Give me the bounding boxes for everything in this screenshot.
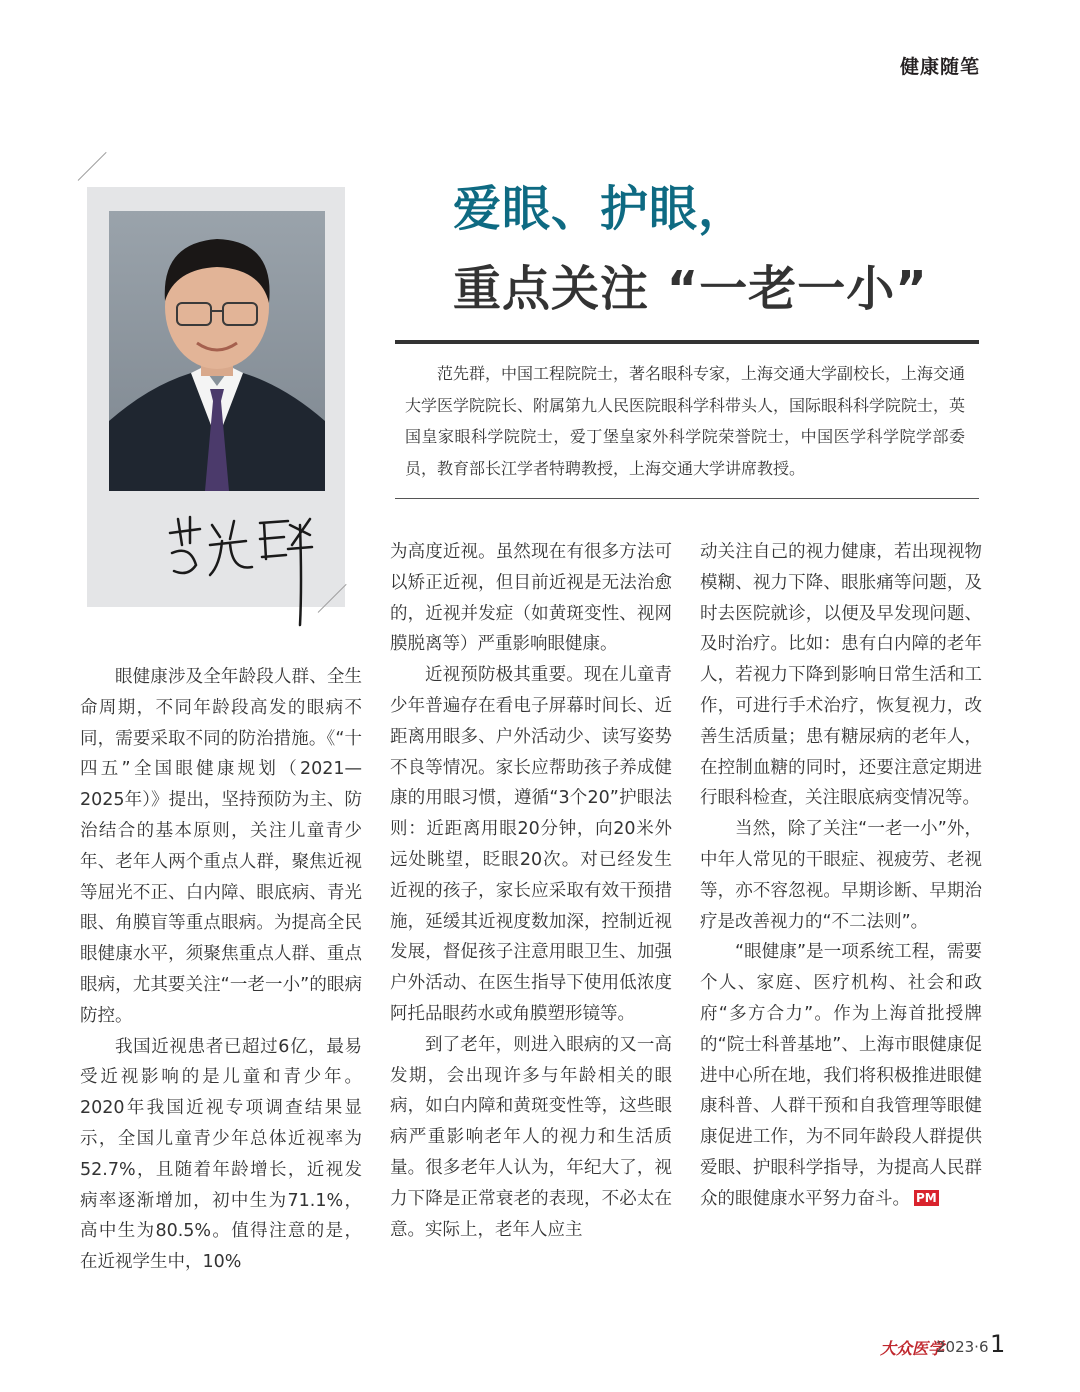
body-paragraph: 近视预防极其重要。现在儿童青少年普遍存在看电子屏幕时间长、近距离用眼多、户外活动少、读写姿势不良等情况。家长应帮助孩子养成健康的用眼习惯，遵循“3个20”护眼法则：近距离用眼20分钟，向20米外远处眺望，眨眼20次。对已经发生近视的孩子，家长应采取有效干预措施，延缓其近视度数加深，控制近视发展，督促孩子注意用眼卫生、加强户外活动、在医生指导下使用低浓度阿托品眼药水或角膜塑形镜等。	[390, 665, 672, 1024]
section-label: 健康随笔	[899, 56, 980, 78]
body-paragraph: 为高度近视。虽然现在有很多方法可以矫正近视，但目前近视是无法治愈的，近视并发症（如黄斑变性、视网膜脱离等）严重影响眼健康。	[390, 542, 672, 655]
title-divider	[395, 340, 979, 344]
body-paragraph	[700, 937, 982, 1214]
body-column-1	[80, 662, 362, 1278]
author-bio: 范先群，中国工程院院士，著名眼科专家，上海交通大学副校长，上海交通大学医学院院长、附属第九人民医院眼科学科带头人，国际眼科科学院院士，英国皇家眼科学院院士，爱丁堡皇家外科学院荣誉院士，中国医学科学院学部委员，教育部长江学者特聘教授，上海交通大学讲席教授。	[405, 364, 966, 478]
body-paragraph-text: “眼健康”是一项系统工程，需要个人、家庭、医疗机构、社会和政府“多方合力”。作为上海首批授牌的“院士科普基地”、上海市眼健康促进中心所在地，我们将积极推进眼健康科普、人群干预和自我管理等眼健康促进工作，为不同年龄段人群提供爱眼、护眼科学指导，为提高人民群众的眼健康水平努力奋斗。	[700, 942, 982, 1209]
body-column-3	[700, 537, 982, 1215]
issue-number: 2023·6	[936, 1338, 989, 1356]
page-number: 1	[990, 1330, 1006, 1358]
body-paragraph: 当然，除了关注“一老一小”外，中年人常见的干眼症、视疲劳、老视等，亦不容忽视。早期诊断、早期治疗是改善视力的“不二法则”。	[700, 819, 982, 932]
body-column-2	[390, 537, 672, 1245]
body-paragraph: 动关注自己的视力健康，若出现视物模糊、视力下降、眼胀痛等问题，及时去医院就诊，以便及早发现问题、及时治疗。比如：患有白内障的老年人，若视力下降到影响日常生活和工作，可进行手术治疗，恢复视力，改善生活质量；患有糖尿病的老年人，在控制血糖的同时，还要注意定期进行眼科检查，关注眼底病变情况等。	[700, 542, 982, 809]
article-title-line1: 爱眼、护眼，	[453, 181, 748, 237]
author-signature	[160, 505, 320, 639]
body-paragraph: 我国近视患者已超过6亿，最易受近视影响的是儿童和青少年。2020年我国近视专项调查结果显示，全国儿童青少年总体近视率为52.7%，且随着年龄增长，近视发病率逐渐增加，初中生为71.1%，高中生为80.5%。值得注意的是，在近视学生中，10%	[80, 1036, 362, 1273]
frame-corner-line	[78, 152, 107, 181]
body-paragraph: 眼健康涉及全年龄段人群、全生命周期，不同年龄段高发的眼病不同，需要采取不同的防治措施。《“十四五”全国眼健康规划（2021—2025年）》提出，坚持预防为主、防治结合的基本原则，关注儿童青少年、老年人两个重点人群，聚焦近视等屈光不正、白内障、眼底病、青光眼、角膜盲等重点眼病。为提高全民眼健康水平，须聚焦重点人群、重点眼病，尤其要关注“一老一小”的眼病防控。	[80, 667, 362, 1026]
author-portrait	[109, 211, 325, 491]
article-title-line2: 重点关注 “一老一小”	[453, 261, 928, 317]
magazine-logo: 大众医学	[880, 1339, 945, 1358]
body-paragraph: 到了老年，则进入眼病的又一高发期，会出现许多与年龄相关的眼病，如白内障和黄斑变性等，这些眼病严重影响老年人的视力和生活质量。很多老年人认为，年纪大了，视力下降是正常衰老的表现，不必太在意。实际上，老年人应主	[390, 1034, 672, 1240]
end-badge: PM	[916, 1190, 937, 1205]
bio-divider	[395, 498, 979, 499]
